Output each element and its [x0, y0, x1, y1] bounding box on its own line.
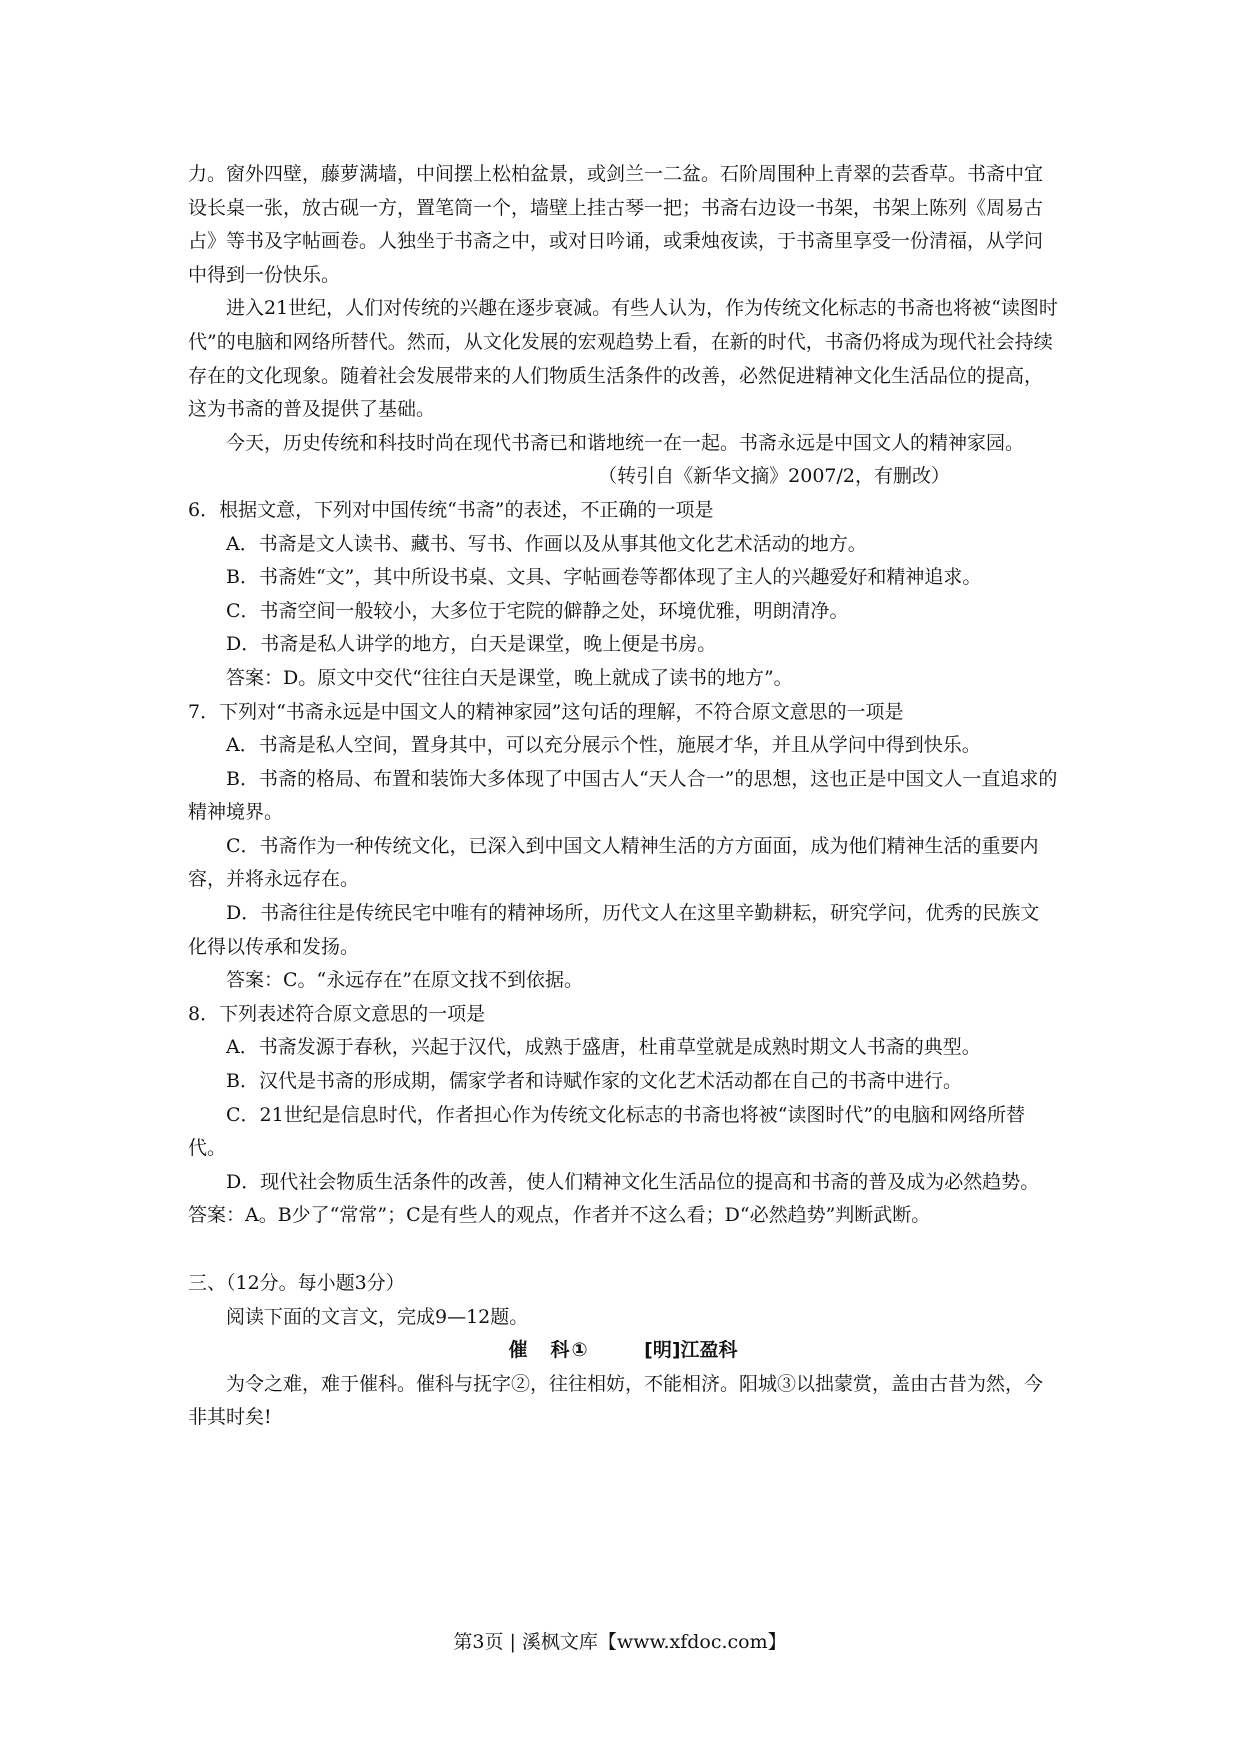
question-6-answer: 答案：D。原文中交代“往往白天是课堂，晚上就成了读书的地方”。 [226, 666, 793, 689]
passage-source: （转引自《新华文摘》2007/2，有删改） [598, 465, 950, 488]
question-8-option-a: A．书斋发源于春秋，兴起于汉代，成熟于盛唐，杜甫草堂就是成熟时期文人书斋的典型。 [226, 1036, 981, 1059]
question-8-stem: 8．下列表述符合原文意思的一项是 [188, 1002, 486, 1025]
passage-paragraph-3: 今天，历史传统和科技时尚在现代书斋已和谐地统一在一起。书斋永远是中国文人的精神家园。 [226, 431, 1025, 454]
section-gap [188, 1233, 1058, 1267]
question-8-option-d: D．现代社会物质生活条件的改善，使人们精神文化生活品位的提高和书斋的普及成为必然趋势。 [226, 1170, 1040, 1193]
question-6-option-c: C．书斋空间一般较小，大多位于宅院的僻静之处，环境优雅，明朗清净。 [226, 599, 849, 622]
classical-text-title-row [188, 1334, 1058, 1368]
question-7-option-a: A．书斋是私人空间，置身其中，可以充分展示个性，施展才华，并且从学问中得到快乐。 [226, 734, 981, 757]
question-7-stem: 7．下列对“书斋永远是中国文人的精神家园”这句话的理解，不符合原文意思的一项是 [188, 700, 904, 723]
question-7-option-c: C．书斋作为一种传统文化，已深入到中国文人精神生活的方方面面，成为他们精神生活的重要内容，并将永远存在。 [188, 834, 1039, 891]
question-6-stem: 6．根据文意，下列对中国传统“书斋”的表述，不正确的一项是 [188, 498, 714, 521]
question-6-option-d: D．书斋是私人讲学的地方，白天是课堂，晚上便是书房。 [226, 633, 717, 656]
passage-paragraph-1: 力。窗外四壁，藤萝满墙，中间摆上松柏盆景，或剑兰一二盆。石阶周围种上青翠的芸香草。书斋中宜设长桌一张，放古砚一方，置笔筒一个，墙壁上挂古琴一把；书斋右边设一书架，书架上陈列《周易古占》等书及字帖画卷。人独坐于书斋之中，或对日吟诵，或秉烛夜读，于书斋里享受一份清福，从学问中得到一份快乐。 [188, 163, 1044, 286]
question-6-option-b: B．书斋姓“文”，其中所设书桌、文具、字帖画卷等都体现了主人的兴趣爱好和精神追求。 [226, 566, 982, 589]
page-footer: 第3页 | 溪枫文库【www.xfdoc.com】 [453, 1631, 787, 1653]
question-6-option-a: A．书斋是文人读书、藏书、写书、作画以及从事其他文化艺术活动的地方。 [226, 532, 867, 555]
classical-text-author: [明]江盈科 [644, 1339, 738, 1362]
question-8-option-c: C．21世纪是信息时代，作者担心作为传统文化标志的书斋也将被“读图时代”的电脑和网络所替代。 [188, 1103, 1026, 1160]
passage-paragraph-2: 进入21世纪，人们对传统的兴趣在逐步衰减。有些人认为，作为传统文化标志的书斋也将被“读图时代”的电脑和网络所替代。然而，从文化发展的宏观趋势上看，在新的时代，书斋仍将成为现代社会持续存在的文化现象。随着社会发展带来的人们物质生活条件的改善，必然促进精神文化生活品位的提高，这为书斋的普及提供了基础。 [188, 297, 1058, 421]
section-3-heading: 三、（12分。每小题3分） [188, 1272, 405, 1294]
question-7-answer: 答案：C。“永远存在”在原文找不到依据。 [226, 969, 583, 992]
page-content [188, 158, 1058, 1435]
question-8-option-b: B．汉代是书斋的形成期，儒家学者和诗赋作家的文化艺术活动都在自己的书斋中进行。 [226, 1070, 962, 1093]
question-7-option-d: D．书斋往往是传统民宅中唯有的精神场所，历代文人在这里辛勤耕耘，研究学问，优秀的民族文化得以传承和发扬。 [188, 902, 1040, 958]
classical-text-title: 催 科① [508, 1339, 590, 1362]
classical-text-paragraph: 为令之难，难于催科。催科与抚字②，往往相妨，不能相济。阳城③以拙蒙赏，盖由古昔为然，今非其时矣! [188, 1372, 1044, 1429]
question-8-answer: 答案：A。B少了“常常”；C是有些人的观点，作者并不这么看；D“必然趋势”判断武断。 [188, 1204, 931, 1227]
question-7-option-b: B．书斋的格局、布置和装饰大多体现了中国古人“天人合一”的思想，这也正是中国文人一直追求的精神境界。 [188, 767, 1058, 824]
section-3-instruction: 阅读下面的文言文，完成9—12题。 [226, 1305, 529, 1328]
